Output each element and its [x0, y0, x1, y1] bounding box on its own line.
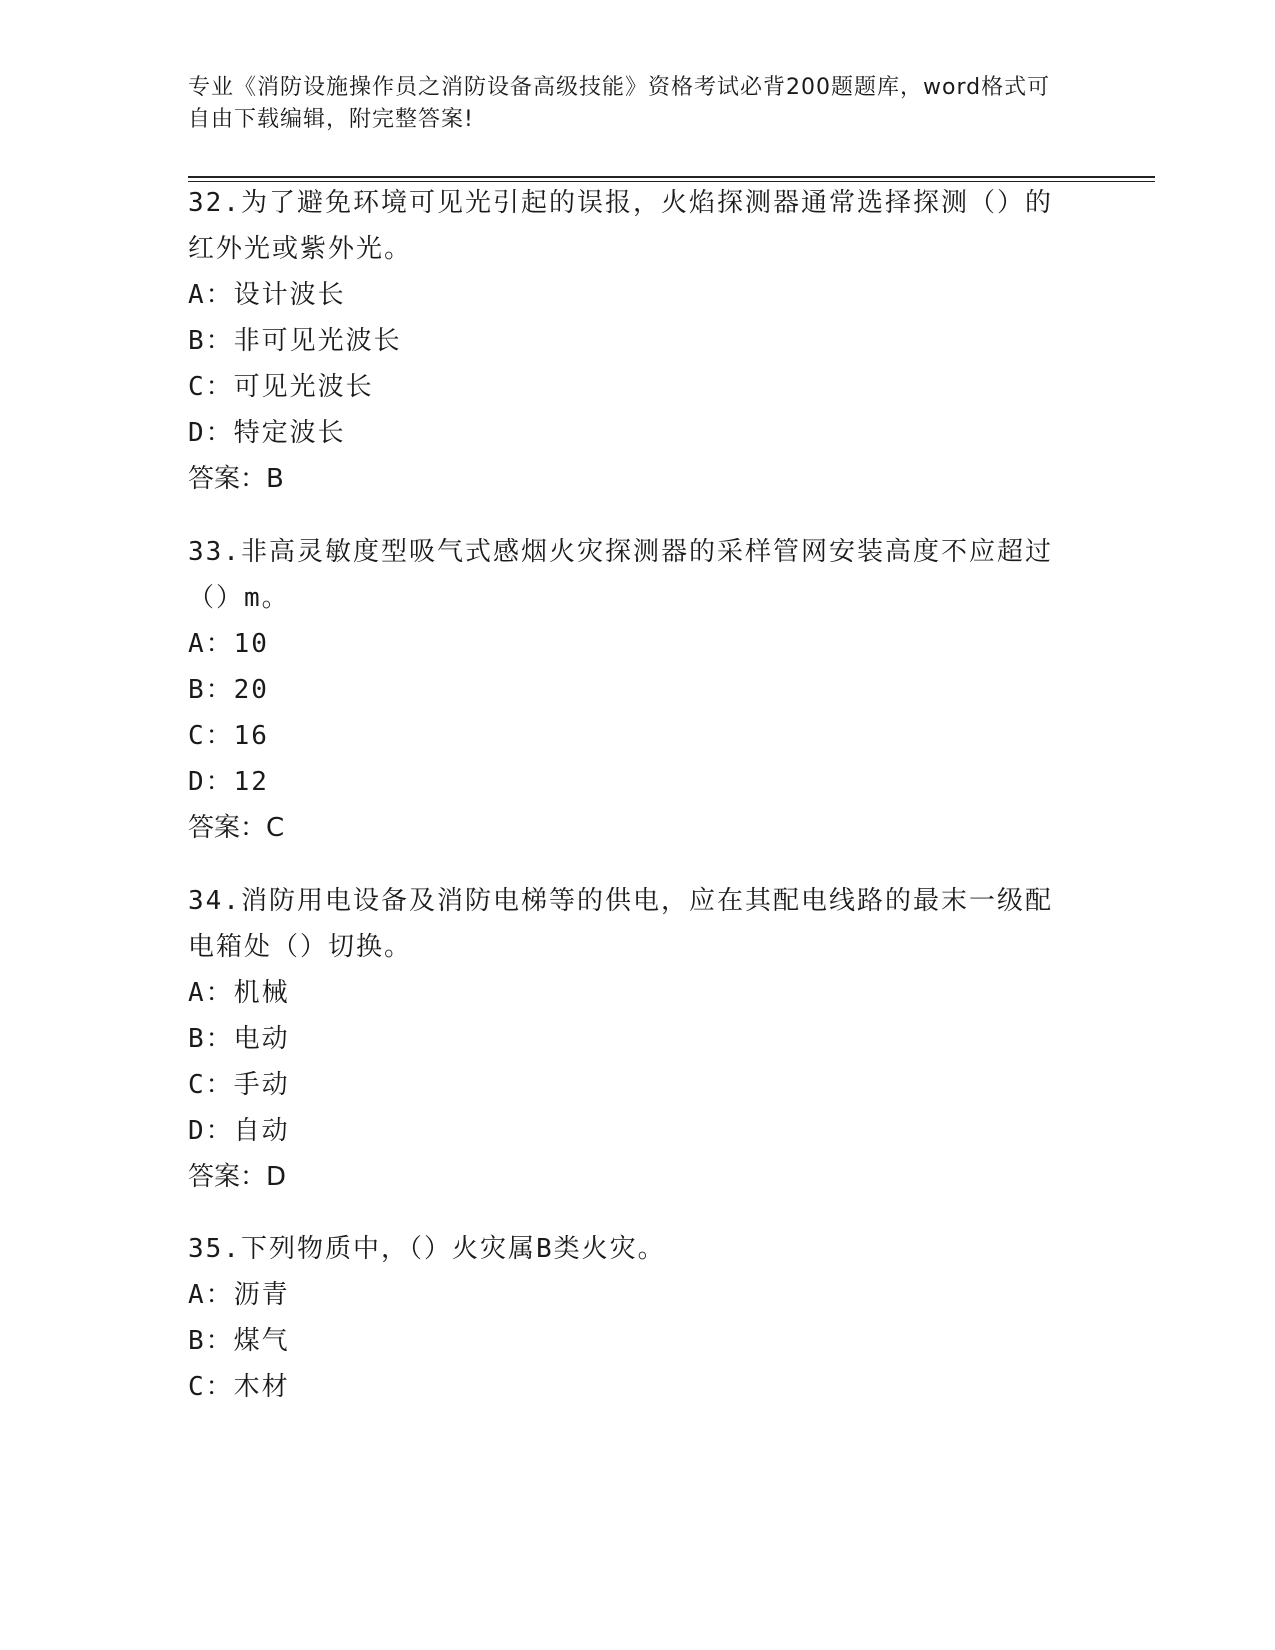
option-d: D：自动: [188, 1116, 290, 1146]
option-c: C：16: [188, 721, 269, 751]
answer-line: 答案：B: [188, 464, 284, 494]
question-stem: 32.为了避免环境可见光引起的误报，火焰探测器通常选择探测（）的红外光或紫外光。: [188, 188, 1053, 264]
option-c: C：木材: [188, 1372, 290, 1402]
answer-line: 答案：C: [188, 813, 285, 843]
option-c: C：可见光波长: [188, 372, 374, 402]
document-header: 专业《消防设施操作员之消防设备高级技能》资格考试必背200题题库，word格式可自由下载编辑，附完整答案!: [188, 75, 1051, 132]
option-d: D：特定波长: [188, 418, 346, 448]
option-a: A：10: [188, 629, 269, 659]
question-stem: 35.下列物质中，（）火灾属B类火灾。: [188, 1234, 666, 1264]
question-stem: 33.非高灵敏度型吸气式感烟火灾探测器的采样管网安装高度不应超过（）m。: [188, 537, 1053, 613]
option-a: A：机械: [188, 978, 290, 1008]
option-b: B：煤气: [188, 1326, 290, 1356]
answer-line: 答案：D: [188, 1162, 287, 1192]
option-b: B：非可见光波长: [188, 326, 402, 356]
option-a: A：沥青: [188, 1280, 290, 1310]
question-33: [188, 529, 1078, 851]
question-stem: 34.消防用电设备及消防电梯等的供电，应在其配电线路的最末一级配电箱处（）切换。: [188, 886, 1053, 962]
option-d: D：12: [188, 767, 269, 797]
option-b: B：20: [188, 675, 269, 705]
question-35: [188, 1226, 1078, 1410]
option-b: B：电动: [188, 1024, 290, 1054]
header-divider-thick: [188, 176, 1155, 178]
option-c: C：手动: [188, 1070, 290, 1100]
option-a: A：设计波长: [188, 280, 346, 310]
question-34: [188, 878, 1078, 1200]
question-32: [188, 180, 1078, 502]
